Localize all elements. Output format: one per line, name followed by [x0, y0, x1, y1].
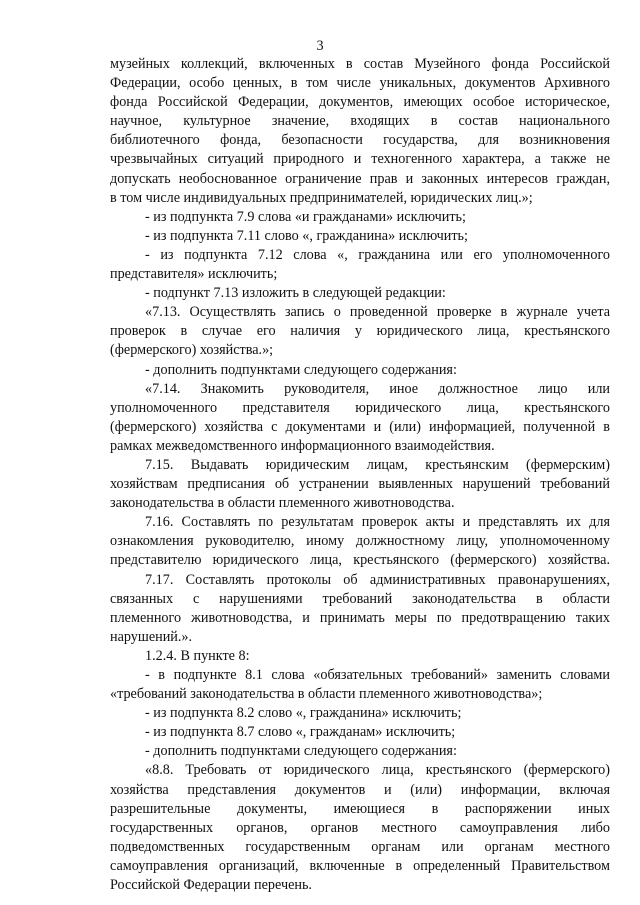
document-body [110, 55, 610, 895]
text-line: ознакомления руководителю, иному должностному лицу, уполномоченному [110, 533, 610, 550]
text-line: музейных коллекций, включенных в состав Музейного фонда Российской [110, 56, 610, 72]
text-line: в том числе индивидуальных предпринимателей, юридических лиц.»; [110, 189, 533, 206]
text-line: хозяйствам предписания об устранении выявленных нарушений требований [110, 476, 610, 493]
text-line: научное, культурное значение, входящих в состав национального [110, 113, 610, 130]
text-line: разрешительные документы, имеющиеся в распоряжении иных [110, 800, 610, 817]
text-line: законодательства в области племенного животноводства. [110, 495, 455, 512]
text-line: «7.14. Знакомить руководителя, иное должностное лицо или [145, 380, 610, 397]
text-line: библиотечного фонда, безопасности государства, для возникновения [110, 132, 610, 149]
text-line: представителю юридического лица, крестьянского (фермерского) хозяйства. [110, 552, 610, 569]
text-line: самоуправления организаций, включенные в определенный Правительством [110, 857, 610, 874]
text-line: фонда Российской Федерации, документов, имеющих особое историческое, [110, 94, 610, 111]
text-line: Федерации, особо ценных, в том числе уникальных, документов Архивного [110, 75, 610, 92]
text-line: представителя» исключить; [110, 266, 278, 283]
text-line: связанных с нарушениями требований законодательства в области [110, 590, 610, 607]
text-line: «8.8. Требовать от юридического лица, крестьянского (фермерского) [145, 762, 610, 779]
text-line: племенного животноводства, и принимать меры по предотвращению таких [110, 609, 610, 626]
text-line: (фермерского) хозяйства.»; [110, 342, 274, 359]
text-line: хозяйства представления документов и (или) информации, включая [110, 781, 610, 798]
text-line: - из подпункта 8.7 слово «, гражданам» исключить; [145, 724, 456, 741]
text-line: «7.13. Осуществлять запись о проведенной проверке в журнале учета [145, 304, 610, 321]
text-line: - подпункт 7.13 изложить в следующей редакции: [145, 285, 446, 302]
text-line: - из подпункта 7.12 слова «, гражданина или его уполномоченного [145, 246, 610, 263]
text-line: - дополнить подпунктами следующего содержания: [145, 361, 457, 378]
text-line: (фермерского) хозяйства с документами и (или) информацией, полученной в [110, 418, 610, 435]
text-line: - из подпункта 8.2 слово «, гражданина» исключить; [145, 705, 462, 722]
text-line: 7.16. Составлять по результатам проверок акты и представлять их для [145, 514, 610, 531]
text-line: 7.15. Выдавать юридическим лицам, крестьянским (фермерским) [145, 456, 610, 473]
text-line: - из подпункта 7.11 слово «, гражданина» исключить; [145, 227, 468, 244]
text-line: 1.2.4. В пункте 8: [145, 647, 250, 664]
text-line: чрезвычайных ситуаций природного и техногенного характера, а также не [110, 151, 610, 168]
text-line: нарушений.». [110, 628, 193, 645]
text-line: - в подпункте 8.1 слова «обязательных требований» заменить словами [145, 667, 610, 683]
text-line: Российской Федерации перечень. [110, 877, 312, 894]
text-line: уполномоченного представителя юридического лица, крестьянского [110, 399, 610, 416]
text-line: проверок в случае его наличия у юридического лица, крестьянского [110, 323, 610, 340]
text-line: государственных органов, органов местного самоуправления либо [110, 819, 610, 836]
page-number: 3 [316, 38, 324, 54]
text-line: «требований законодательства в области племенного животноводства»; [110, 686, 543, 703]
text-line: - дополнить подпунктами следующего содержания: [145, 743, 457, 760]
text-line: допускать необоснованное ограничение прав и законных интересов граждан, [110, 170, 610, 187]
text-line: подведомственных государственным органам или органам местного [110, 838, 610, 855]
text-line: рамках межведомственного информационного взаимодействия. [110, 437, 495, 454]
text-line: 7.17. Составлять протоколы об административных правонарушениях, [145, 571, 610, 588]
text-line: - из подпункта 7.9 слова «и гражданами» исключить; [145, 208, 466, 225]
